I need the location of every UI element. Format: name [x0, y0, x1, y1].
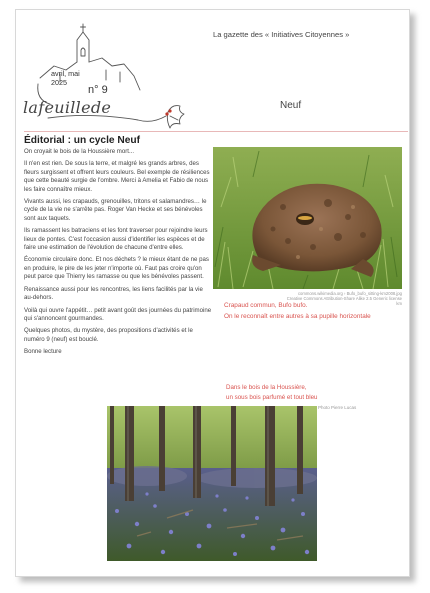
- forest-caption-description: un sous bois parfumé et tout bleu: [226, 394, 318, 401]
- gazette-title: La gazette des « Initiatives Citoyennes »: [213, 30, 350, 39]
- toad-caption-species: Crapaud commun, Bufo bufo.: [224, 302, 308, 309]
- editorial-paragraph: Économie circulaire donc. Et nos déchets ? le mieux étant de ne pas en produire, le pire de les jeter n'importe où. Faut pas croire qu'on peut parce que Thierry les ramasse ou que les bénévoles passent.: [24, 256, 209, 281]
- forest-caption-location: Dans le bois de la Houssière,: [226, 384, 307, 391]
- editorial-paragraph: Ils ramassent les batraciens et les font traverser pour rejoindre leurs lieux de pontes. C'est l'occasion aussi d'identifier les espèces et de faire une estimation de l'évolution de chacune d'entre elles.: [24, 227, 208, 252]
- newsletter-page: [15, 9, 410, 577]
- toad-caption-pupil: On le reconnaît entre autres à sa pupille horizontale: [224, 313, 371, 320]
- issue-date: [51, 69, 80, 87]
- issue-date-months: avril, mai: [51, 69, 80, 78]
- bluebell-forest-photo: [107, 406, 317, 561]
- issue-number: n° 9: [88, 84, 108, 96]
- editorial-paragraph: Renaissance aussi pour les rencontres, les liens facilités par la vie au-dehors.: [24, 285, 203, 302]
- editorial-signoff: Bonne lecture: [24, 348, 62, 356]
- header-divider: [24, 131, 408, 132]
- editorial-paragraph: On croyait le bois de la Houssière mort...: [24, 148, 135, 155]
- toad-credit-author: km: [396, 301, 402, 307]
- editorial-paragraph: Vivants aussi, les crapauds, grenouilles, tritons et salamandres… le cycle de la vie ne s'arrête pas. Roger Van Hecke et ses bénévoles sont aux taquets.: [24, 198, 207, 222]
- village-logo-drawing: [20, 20, 195, 138]
- issue-date-year: 2025: [51, 78, 67, 87]
- editorial-paragraph: Il n'en est rien. De sous la terre, et malgré les grands arbres, des fleurs surgissent et offrent leurs couleurs. Bel exemple de résiliences que cette beauté surgie de l'ombre. Merci à Amelia et Fabio de nous les faire connaître mieux.: [24, 160, 210, 193]
- toad-photo: [213, 147, 402, 289]
- toad-credit-source: commons.wikimedia.org › Bufo_bufo_sitting-km2008.jpg: [297, 291, 402, 296]
- editorial-body: [24, 148, 213, 361]
- editorial-paragraph: Quelques photos, du mystère, des propositions d'activités et le numéro 9 (neuf) est bouclé.: [24, 327, 193, 343]
- issue-label-neuf: Neuf: [280, 100, 302, 111]
- brand-name: lafeuillede: [23, 98, 112, 117]
- forest-photo-credit: Photo Pierre Lucas: [318, 405, 357, 410]
- editorial-title: Éditorial : un cycle Neuf: [24, 135, 141, 146]
- toad-credit-license: Creative Commons Attribution-Share Alike 2.5 Generic license: [286, 296, 402, 302]
- editorial-paragraph: Voilà qui ouvre l'appétit… petit avant goût des journées du patrimoine qui s'annoncent gourmandes.: [24, 306, 212, 322]
